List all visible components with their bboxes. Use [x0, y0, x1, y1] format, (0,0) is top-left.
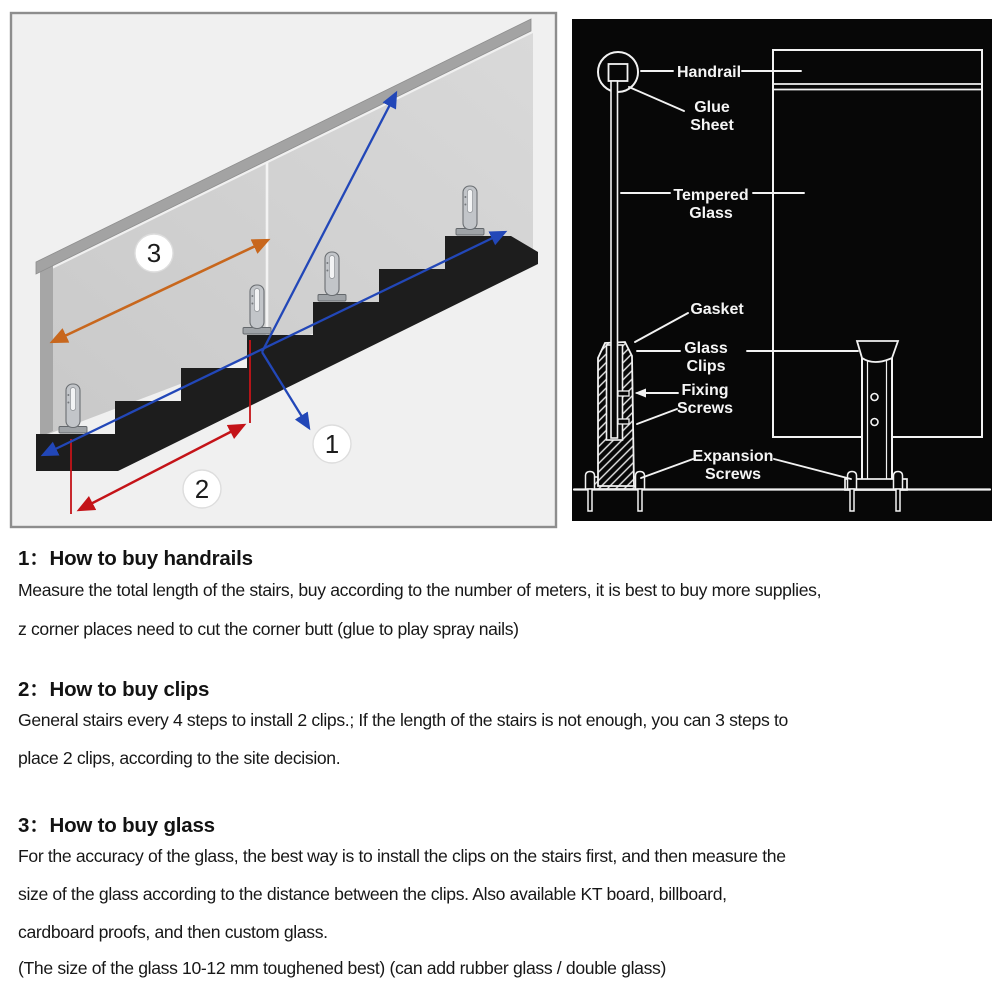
section-1-heading: 1：How to buy handrails	[18, 547, 253, 570]
clip-section-diagram	[572, 19, 992, 521]
label-fixing-screws	[677, 382, 733, 417]
svg-text:Glass: Glass	[684, 340, 728, 357]
section-3-heading: 3：How to buy glass	[18, 814, 215, 837]
marker-1-label: 1	[324, 429, 340, 459]
svg-text:Screws: Screws	[676, 400, 734, 417]
label-glue-sheet	[690, 99, 734, 134]
section-diagram-background	[572, 19, 992, 521]
label-handrail: Handrail	[677, 64, 742, 81]
section-2-line-2: place 2 clips, according to the site decision.	[18, 748, 341, 768]
svg-text:Glass: Glass	[689, 205, 733, 222]
tempered-glass-section	[611, 81, 618, 438]
fixing-screw-lower	[618, 419, 629, 424]
section-1-line-2: z corner places need to cut the corner butt (glue to play spray nails)	[18, 619, 519, 639]
fixing-screw-upper	[618, 391, 629, 396]
marker-3-label: 3	[146, 238, 162, 268]
clip-front-cap	[857, 341, 898, 362]
section-2-line-1: General stairs every 4 steps to install 2 clips.; If the length of the stairs is not enough, you can 3 steps to	[18, 710, 788, 730]
svg-text:Clips: Clips	[686, 358, 726, 375]
glue-sheet-notch	[609, 64, 628, 81]
marker-badge-1	[313, 425, 351, 463]
marker-badge-3	[135, 234, 173, 272]
label-glass-clips	[684, 340, 728, 375]
marker-2-label: 2	[194, 474, 210, 504]
svg-text:Expansion: Expansion	[692, 448, 774, 465]
glass-size-footnote: (The size of the glass 10-12 mm toughened best) (can add rubber glass / double glass)	[18, 958, 666, 978]
section-1-line-1: Measure the total length of the stairs, buy according to the number of meters, it is best to buy more supplies,	[18, 580, 822, 600]
svg-text:Screws: Screws	[704, 466, 762, 483]
stairs-measuring-diagram	[11, 13, 556, 527]
section-3-line-3: cardboard proofs, and then custom glass.	[18, 922, 328, 942]
svg-text:Tempered: Tempered	[673, 187, 749, 204]
label-gasket: Gasket	[690, 301, 744, 318]
svg-text:Sheet: Sheet	[690, 117, 734, 134]
section-3-line-1: For the accuracy of the glass, the best way is to install the clips on the stairs first, and then measure the	[18, 846, 786, 866]
section-2-heading: 2：How to buy clips	[18, 678, 210, 701]
svg-text:Fixing: Fixing	[681, 382, 729, 399]
clip-front-body	[862, 356, 892, 480]
svg-text:Glue: Glue	[694, 99, 730, 116]
section-3-line-2: size of the glass according to the distance between the clips. Also available KT board, billboard,	[18, 884, 727, 904]
glass-left-edge	[40, 257, 53, 437]
marker-badge-2	[183, 470, 221, 508]
